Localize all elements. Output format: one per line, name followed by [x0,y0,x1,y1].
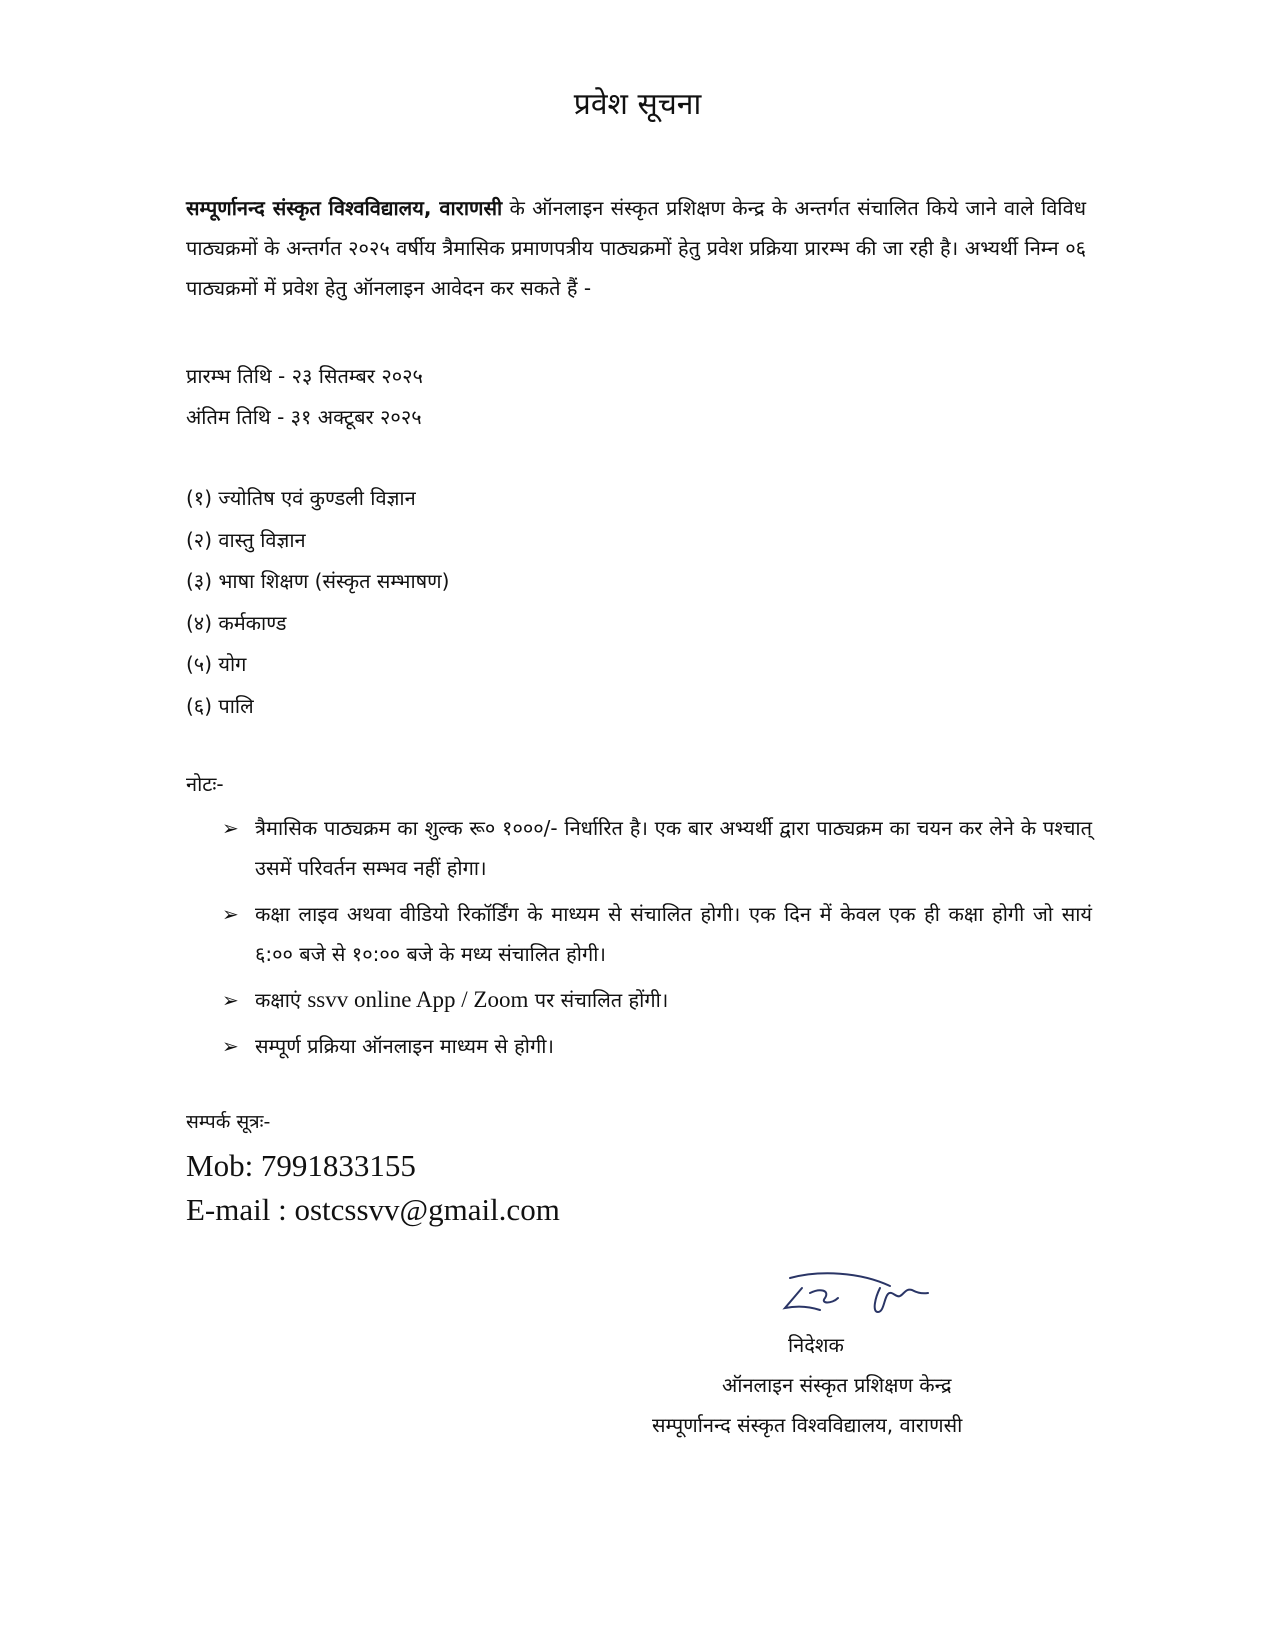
note-label: नोटः- [186,772,224,796]
notes-list [222,808,1092,1072]
arrow-bullet-icon: ➢ [222,816,239,840]
course-list [186,478,449,727]
notice-title: प्रवेश सूचना [573,87,702,122]
note-text: त्रैमासिक पाठ्यक्रम का शुल्क रू० १०००/- निर्धारित है। एक बार अभ्यर्थी द्वारा पाठ्यक्रम का चयन कर लेने के पश्चात् उसमें परिवर्तन सम्भव नहीं होगा। [255,816,1092,880]
dates-block [186,356,423,438]
signatory-university: सम्पूर्णानन्द संस्कृत विश्वविद्यालय, वाराणसी [652,1413,963,1437]
course-item: (१) ज्योतिष एवं कुण्डली विज्ञान [186,486,416,510]
note-text-post: पर संचालित होंगी। [528,988,669,1012]
note-text: कक्षा लाइव अथवा वीडियो रिकॉर्डिंग के माध्यम से संचालित होगी। एक दिन में केवल एक ही कक्षा होगी जो सायं ६:०० बजे से १०:०० बजे के मध्य संचालित होगी। [255,902,1092,966]
course-item: (३) भाषा शिक्षण (संस्कृत सम्भाषण) [186,569,450,593]
intro-text: के ऑनलाइन संस्कृत प्रशिक्षण केन्द्र के अन्तर्गत संचालित किये जाने वाले विविध पाठ्यक्रमों के अन्तर्गत २०२५ वर्षीय त्रैमासिक प्रमाणपत्रीय पाठ्यक्रमों हेतु प्रवेश प्रक्रिया प्रारम्भ की जा रही है। अभ्यर्थी निम्न ०६ पाठ्यक्रमों में प्रवेश हेतु ऑनलाइन आवेदन कर सकते हैं - [186,196,1087,300]
note-item [222,980,1092,1020]
intro-paragraph [186,188,1086,308]
signature-icon [780,1268,930,1318]
contact-label: सम्पर्क सूत्रः- [186,1111,271,1133]
arrow-bullet-icon: ➢ [222,988,239,1012]
course-item: (६) पालि [186,693,254,718]
course-item: (५) योग [186,652,247,676]
note-text: सम्पूर्ण प्रक्रिया ऑनलाइन माध्यम से होगी। [255,1034,554,1058]
university-name: सम्पूर्णानन्द संस्कृत विश्वविद्यालय, वाराणसी [186,196,503,220]
end-date: अंतिम तिथि - ३१ अक्टूबर २०२५ [186,405,422,429]
note-item [222,808,1092,888]
arrow-bullet-icon: ➢ [222,1034,239,1058]
platform-names: ssvv online App / Zoom [307,987,529,1012]
signatory-title: निदेशक [788,1333,844,1357]
note-item [222,1026,1092,1066]
mobile-number: Mob: 7991833155 [186,1148,416,1183]
signatory-org: ऑनलाइन संस्कृत प्रशिक्षण केन्द्र [722,1373,952,1397]
arrow-bullet-icon: ➢ [222,902,239,926]
course-item: (४) कर्मकाण्ड [186,610,287,635]
email-address: E-mail : ostcssvv@gmail.com [186,1192,560,1227]
start-date: प्रारम्भ तिथि - २३ सितम्बर २०२५ [186,364,423,388]
note-item [222,894,1092,974]
note-text-pre: कक्षाएं [255,988,308,1012]
course-item: (२) वास्तु विज्ञान [186,527,306,552]
